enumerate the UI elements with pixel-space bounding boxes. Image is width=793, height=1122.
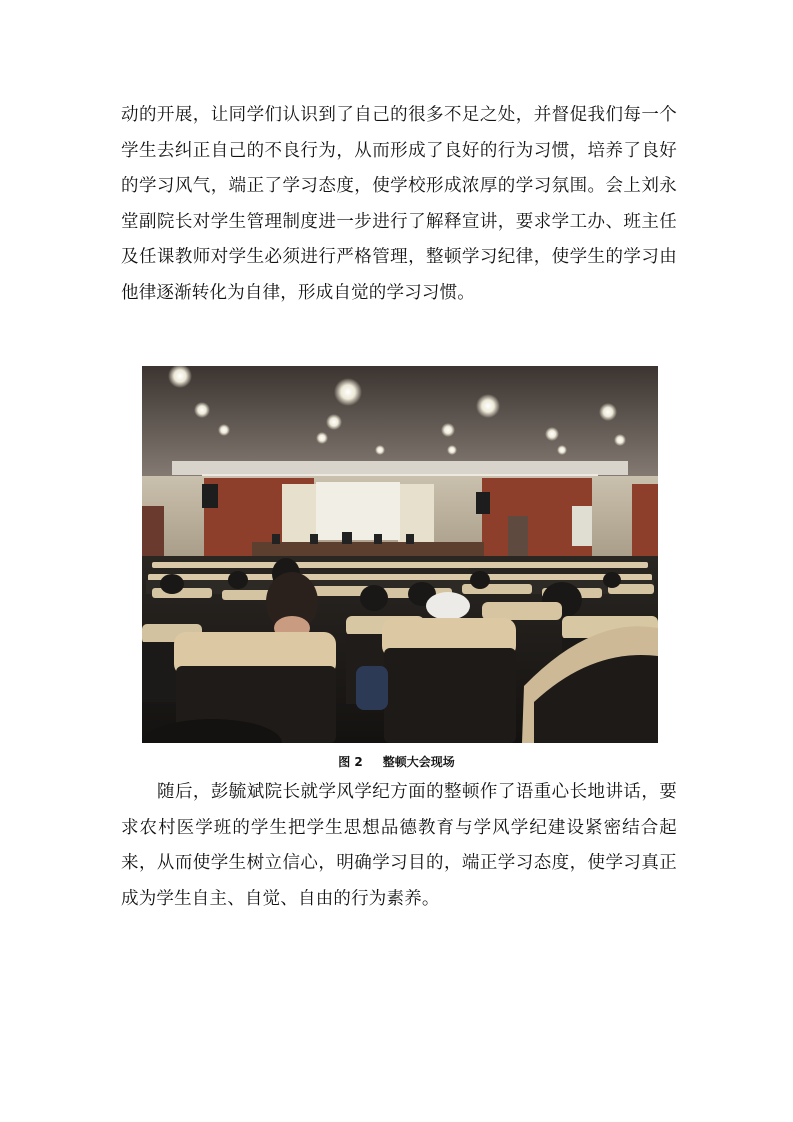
body-paragraph-2: 随后，彭毓斌院长就学风学纪方面的整顿作了语重心长地讲话，要求农村医学班的学生把学生思想品德教育与学风学纪建设紧密结合起来，从而使学生树立信心，明确学习目的，端正学习态度，使学习真正成为学生自主、自觉、自由的行为素养。 [121,782,677,909]
body-paragraph-1: 动的开展，让同学们认识到了自己的很多不足之处，并督促我们每一个学生去纠正自己的不良行为，从而形成了良好的行为习惯，培养了良好的学习风气，端正了学习态度，使学校形成浓厚的学习氛围。会上刘永堂副院长对学生管理制度进一步进行了解释宣讲，要求学工办、班主任及任课教师对学生必须进行严格管理，整顿学习纪律，使学生的学习由他律逐渐转化为自律，形成自觉的学习习惯。 [121,105,677,303]
figure-caption [0,753,793,770]
figure-caption-text: 整顿大会现场 [382,755,455,769]
meeting-photo [142,366,658,743]
figure-number: 图 2 [338,755,363,769]
